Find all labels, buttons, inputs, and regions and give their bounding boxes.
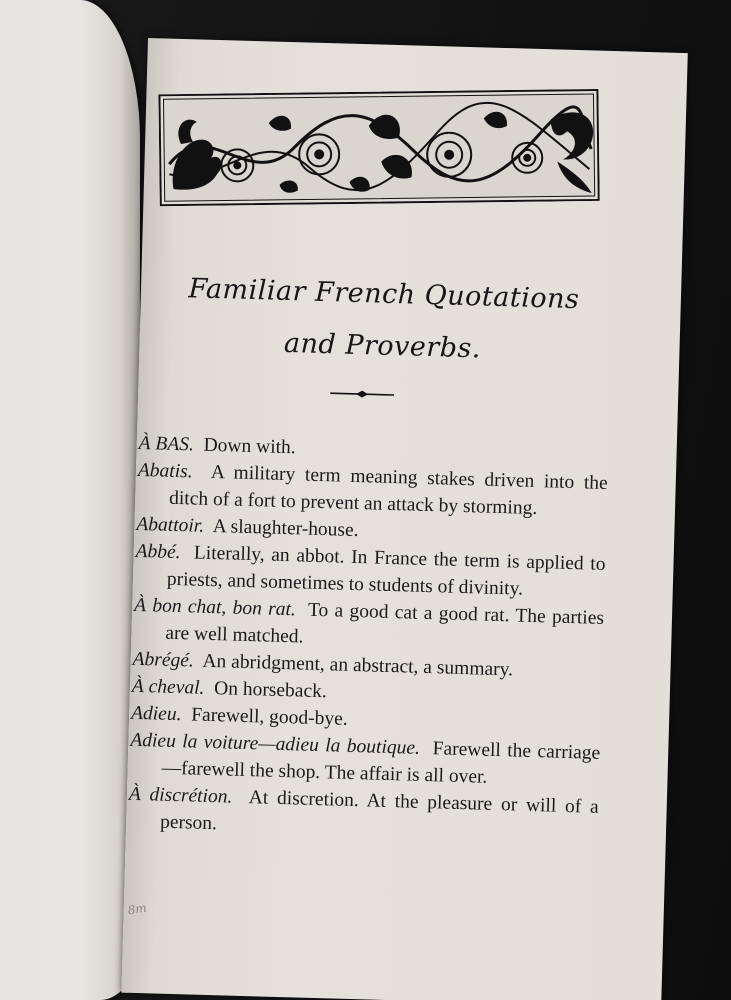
entry-term: À discrétion.: [128, 783, 233, 808]
entry-term: Abbé.: [135, 540, 181, 564]
book-page: [121, 38, 687, 1000]
entry-term: Abrégé.: [132, 648, 195, 672]
entry-term: À cheval.: [131, 675, 205, 699]
entry-term: Abattoir.: [136, 513, 205, 537]
entry-definition: Farewell the carriage—farewell the shop. The affair is all over.: [161, 738, 601, 788]
entry-term: À BAS.: [138, 432, 195, 456]
entry-definition: Farewell, good-bye.: [190, 704, 348, 730]
entry-definition: To a good cat a good rat. The parties are well matched.: [165, 599, 605, 648]
title-line-1: Familiar French Quotations: [188, 273, 580, 316]
title-line-2: and Proverbs.: [283, 327, 482, 365]
entry-definition: A slaughter-house.: [212, 516, 359, 542]
decorative-headpiece: [158, 89, 599, 206]
entry-term: Adieu la voiture—adieu la boutique.: [130, 729, 421, 759]
entry-definition: Down with.: [203, 434, 296, 459]
entry-term: Abatis.: [137, 459, 193, 483]
page-title: [147, 262, 620, 379]
entry-definition: On horseback.: [213, 678, 328, 703]
entry-list: [128, 430, 609, 848]
entry-term: À bon chat, bon rat.: [133, 594, 297, 621]
entry-definition: A military term meaning stakes driven into the ditch of a fort to prevent an attack by storming.: [168, 461, 609, 520]
left-page: [0, 0, 140, 1000]
entry-definition: At discretion. At the pleasure or will of a person.: [159, 787, 599, 835]
pencil-mark: 8m: [126, 900, 148, 918]
entry-term: Adieu.: [130, 702, 182, 726]
entry-definition: Literally, an abbot. In France the term is applied to priests, and sometimes to students of divinity.: [166, 542, 606, 600]
entry-definition: An abridgment, an abstract, a summary.: [202, 650, 514, 681]
decorative-rule: [330, 389, 394, 399]
